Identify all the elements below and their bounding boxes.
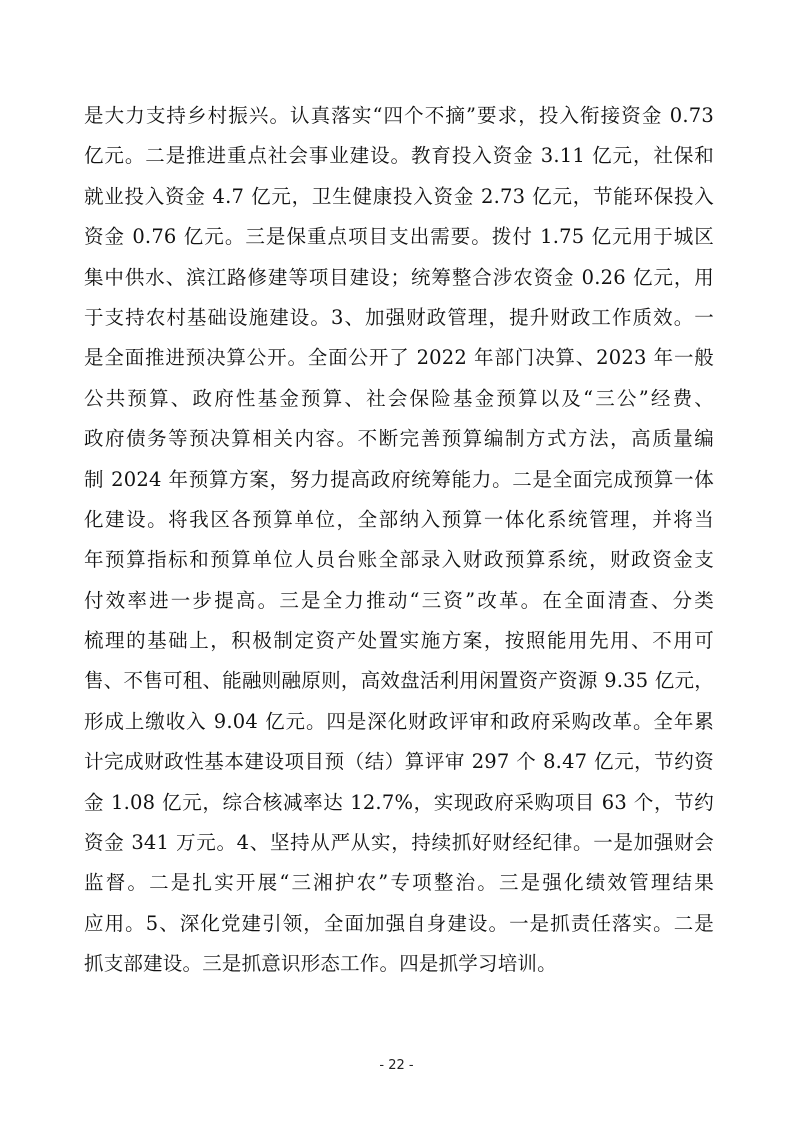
text-line: 是大力支持乡村振兴。认真落实“四个不摘”要求，投入衔接资金 0.73 bbox=[84, 104, 714, 127]
text-line: 计完成财政性基本建设项目预（结）算评审 297 个 8.47 亿元，节约资 bbox=[84, 750, 714, 774]
text-line: 监督。二是扎实开展“三湘护农”专项整治。三是强化绩效管理结果 bbox=[84, 871, 714, 895]
text-line: 付效率进一步提高。三是全力推动“三资”改革。在全面清查、分类 bbox=[84, 588, 714, 612]
body-text bbox=[84, 96, 714, 985]
text-line: 资金 341 万元。4、坚持从严从实，持续抓好财经纪律。一是加强财会 bbox=[84, 831, 714, 855]
text-line: 金 1.08 亿元，综合核减率达 12.7%，实现政府采购项目 63 个，节约 bbox=[84, 790, 714, 814]
text-line: 形成上缴收入 9.04 亿元。四是深化财政评审和政府采购改革。全年累 bbox=[84, 709, 714, 733]
text-line: 亿元。二是推进重点社会事业建设。教育投入资金 3.11 亿元，社保和 bbox=[84, 144, 714, 168]
text-line: 就业投入资金 4.7 亿元，卫生健康投入资金 2.73 亿元，节能环保投入 bbox=[84, 184, 714, 208]
page-number: - 22 - bbox=[379, 1058, 414, 1073]
text-line: 政府债务等预决算相关内容。不断完善预算编制方式方法，高质量编 bbox=[84, 427, 714, 451]
text-line: 售、不售可租、能融则融原则，高效盘活利用闲置资产资源 9.35 亿元， bbox=[84, 669, 714, 693]
text-line: 应用。5、深化党建引领，全面加强自身建设。一是抓责任落实。二是 bbox=[84, 911, 714, 935]
text-line: 化建设。将我区各预算单位，全部纳入预算一体化系统管理，并将当 bbox=[84, 507, 714, 531]
text-line: 公共预算、政府性基金预算、社会保险基金预算以及“三公”经费、 bbox=[84, 386, 714, 410]
text-line: 是全面推进预决算公开。全面公开了 2022 年部门决算、2023 年一般 bbox=[84, 346, 714, 370]
text-line: 梳理的基础上，积极制定资产处置实施方案，按照能用先用、不用可 bbox=[84, 629, 714, 653]
text-line: 抓支部建设。三是抓意识形态工作。四是抓学习培训。 bbox=[84, 952, 557, 976]
text-line: 资金 0.76 亿元。三是保重点项目支出需要。拨付 1.75 亿元用于城区 bbox=[84, 225, 714, 249]
text-line: 年预算指标和预算单位人员台账全部录入财政预算系统，财政资金支 bbox=[84, 548, 714, 572]
text-line: 于支持农村基础设施建设。3、加强财政管理，提升财政工作质效。一 bbox=[84, 305, 714, 329]
text-line: 制 2024 年预算方案，努力提高政府统筹能力。二是全面完成预算一体 bbox=[84, 467, 714, 491]
text-line: 集中供水、滨江路修建等项目建设；统筹整合涉农资金 0.26 亿元，用 bbox=[84, 265, 714, 289]
